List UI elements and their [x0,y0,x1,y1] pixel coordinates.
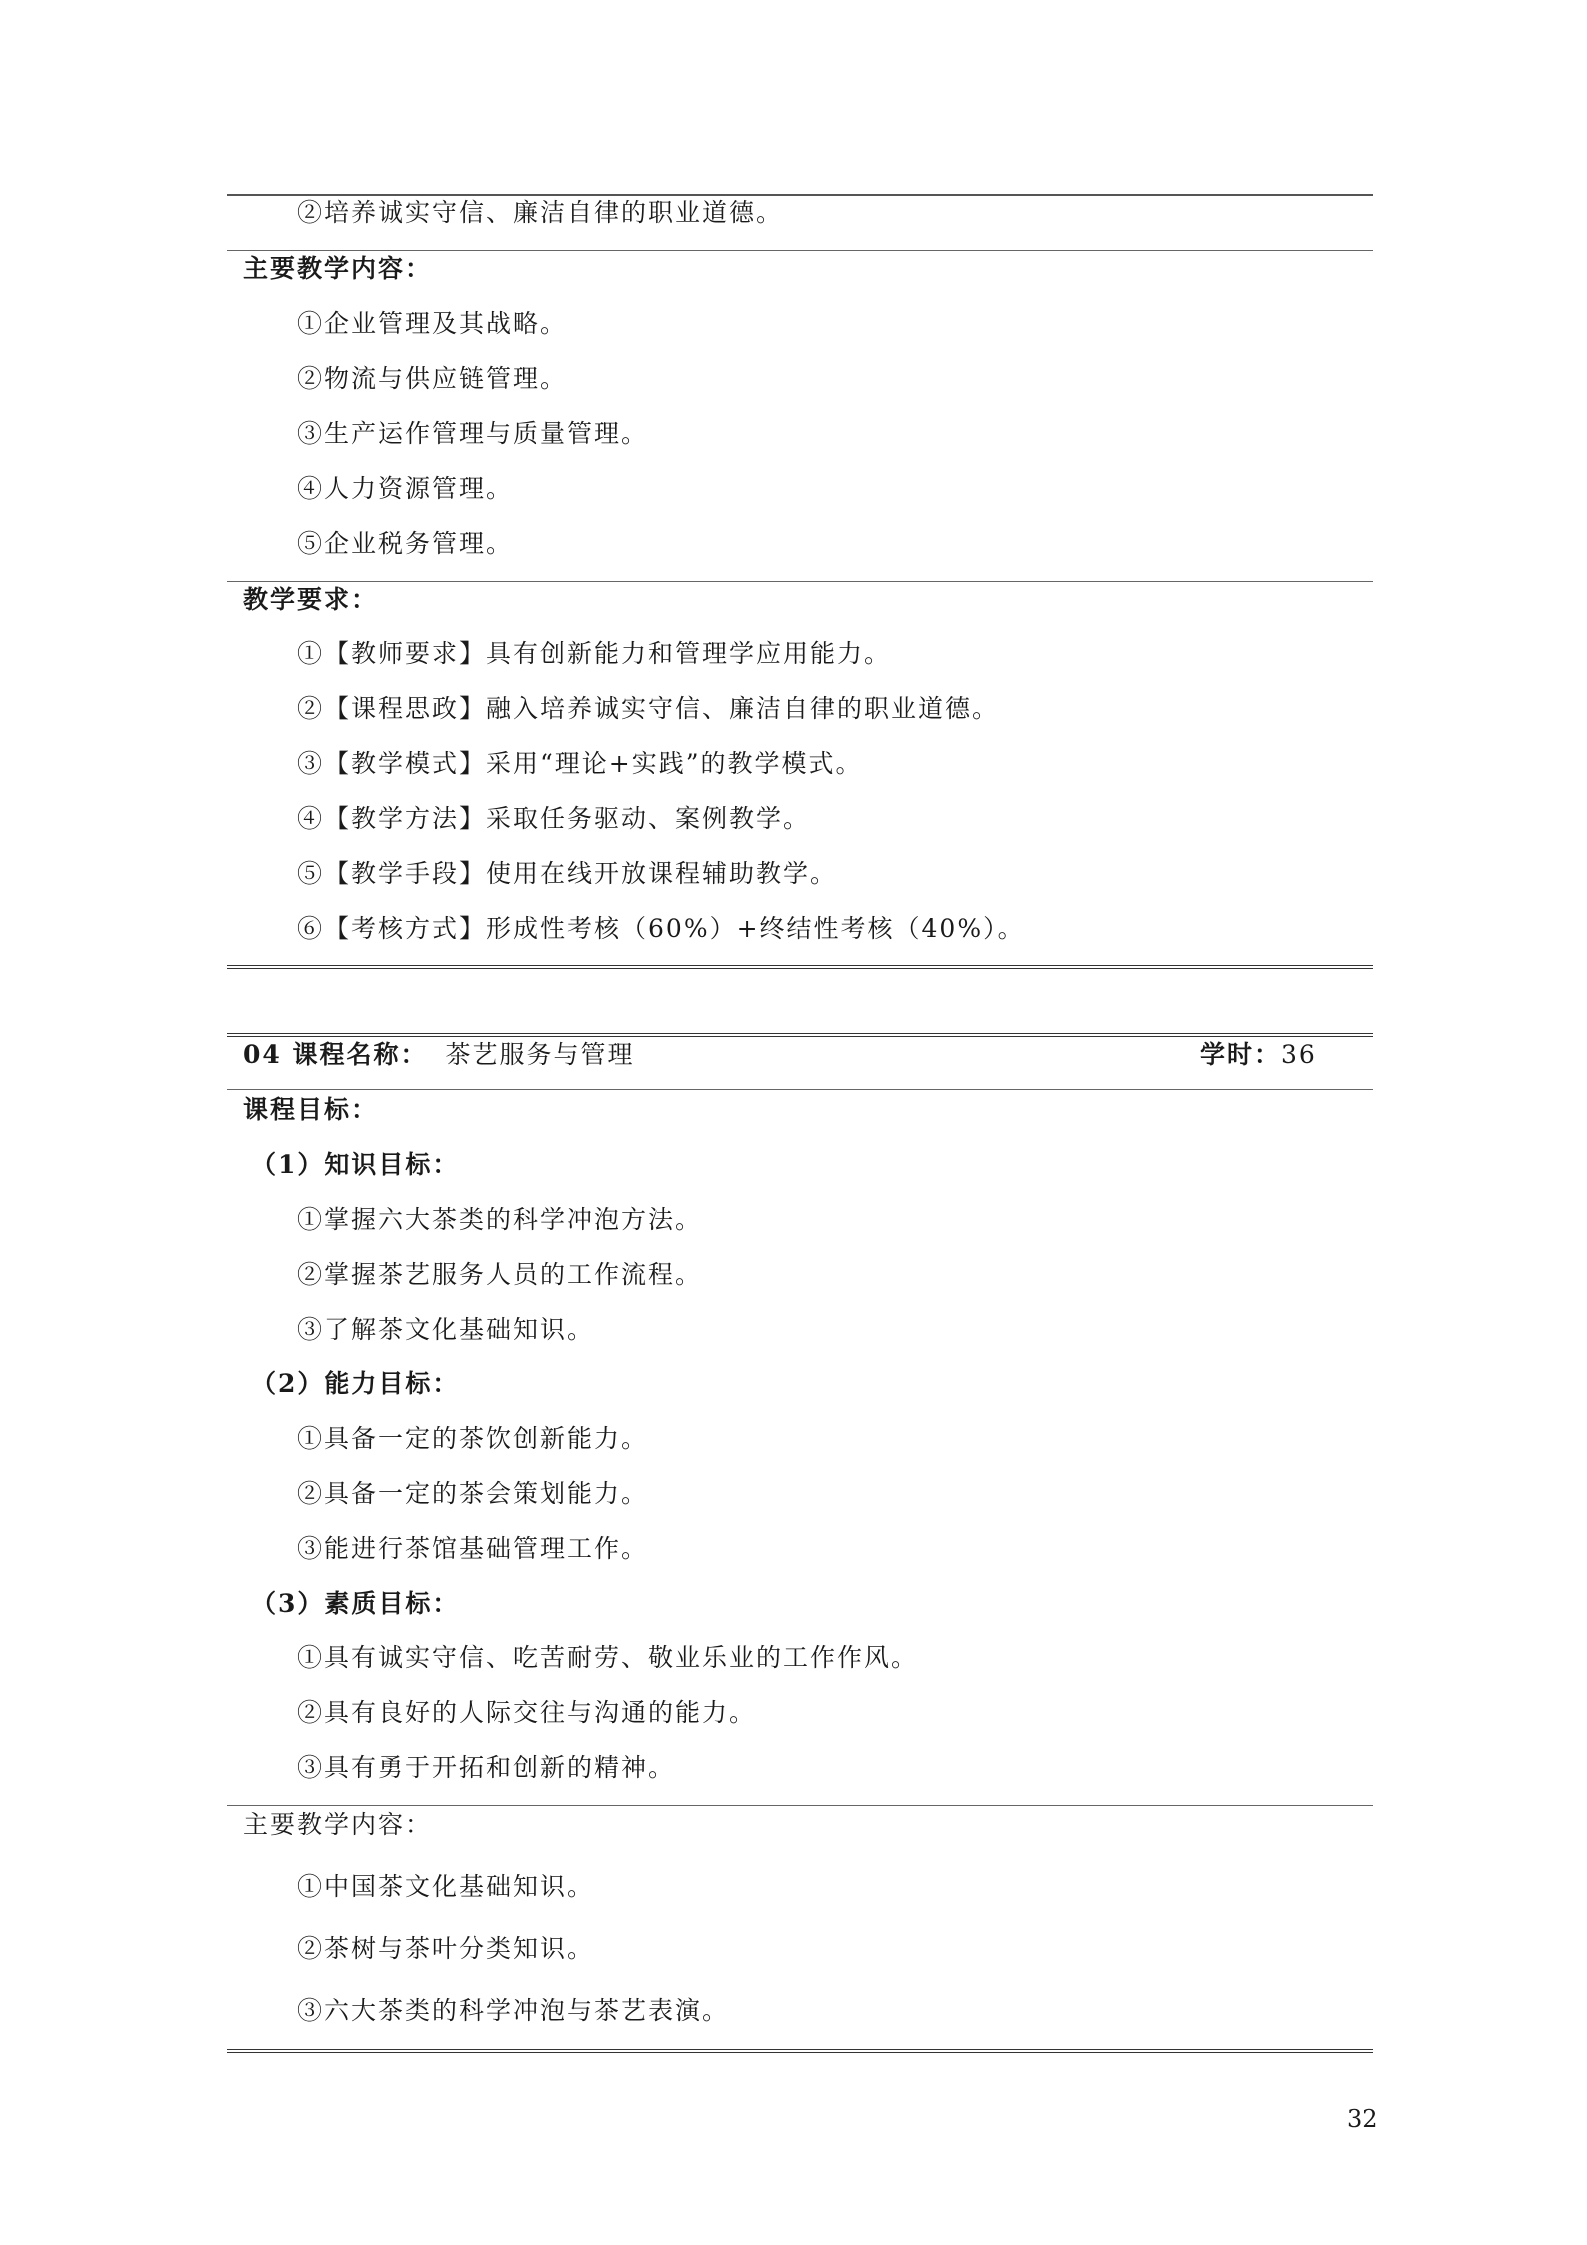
requirement-item: ④【教学方法】采取任务驱动、案例教学。 [297,804,811,833]
quality-item: ③具有勇于开拓和创新的精神。 [297,1753,676,1782]
knowledge-item: ①掌握六大茶类的科学冲泡方法。 [297,1205,703,1234]
ability-item: ①具备一定的茶饮创新能力。 [297,1424,649,1453]
objectives-heading: 课程目标： [243,1095,379,1124]
requirement-item: ①【教师要求】具有创新能力和管理学应用能力。 [297,639,892,668]
content-item: ②茶树与茶叶分类知识。 [297,1934,595,1963]
quality-heading: （3）素质目标： [251,1589,460,1618]
quality-item: ②具有良好的人际交往与沟通的能力。 [297,1698,757,1727]
quality-item: ①具有诚实守信、吃苦耐劳、敬业乐业的工作作风。 [297,1643,919,1672]
table-top-rule [227,1033,1373,1039]
knowledge-heading: （1）知识目标： [251,1150,460,1179]
content-heading: 主要教学内容： [243,254,433,283]
hours-label: 学时： [1200,1040,1282,1069]
ability-heading: （2）能力目标： [251,1369,460,1398]
content-heading: 主要教学内容： [243,1810,433,1839]
content-item: ③六大茶类的科学冲泡与茶艺表演。 [297,1996,730,2025]
requirement-item: ⑥【考核方式】形成性考核（60%）+终结性考核（40%）。 [297,914,1025,943]
content-item: ③生产运作管理与质量管理。 [297,419,649,448]
hours-value: 36 [1281,1040,1317,1069]
table-bottom-rule [227,2049,1373,2055]
table-rule [227,250,1373,251]
requirement-item: ②【课程思政】融入培养诚实守信、廉洁自律的职业道德。 [297,694,1000,723]
content-item: ②物流与供应链管理。 [297,364,568,393]
requirements-heading: 教学要求： [243,585,379,614]
knowledge-item: ②掌握茶艺服务人员的工作流程。 [297,1260,703,1289]
table-rule [227,1805,1373,1806]
table-rule [227,581,1373,582]
requirement-item: ⑤【教学手段】使用在线开放课程辅助教学。 [297,859,838,888]
knowledge-item: ③了解茶文化基础知识。 [297,1315,595,1344]
objective-item: ②培养诚实守信、廉洁自律的职业道德。 [297,198,784,227]
course-title-row [243,1040,1343,1070]
table-rule [227,1089,1373,1090]
content-item: ①中国茶文化基础知识。 [297,1872,595,1901]
page-number: 32 [1347,2105,1378,2133]
requirement-item: ③【教学模式】采用“理论+实践”的教学模式。 [297,749,863,778]
content-item: ①企业管理及其战略。 [297,309,568,338]
table-rule [227,194,1373,196]
content-item: ④人力资源管理。 [297,474,514,503]
course-name: 茶艺服务与管理 [445,1040,635,1069]
ability-item: ③能进行茶馆基础管理工作。 [297,1534,649,1563]
course-name-label: 04 课程名称： [243,1040,428,1069]
content-item: ⑤企业税务管理。 [297,529,514,558]
course-hours [1200,1040,1317,1070]
table-bottom-rule [227,965,1373,971]
ability-item: ②具备一定的茶会策划能力。 [297,1479,649,1508]
